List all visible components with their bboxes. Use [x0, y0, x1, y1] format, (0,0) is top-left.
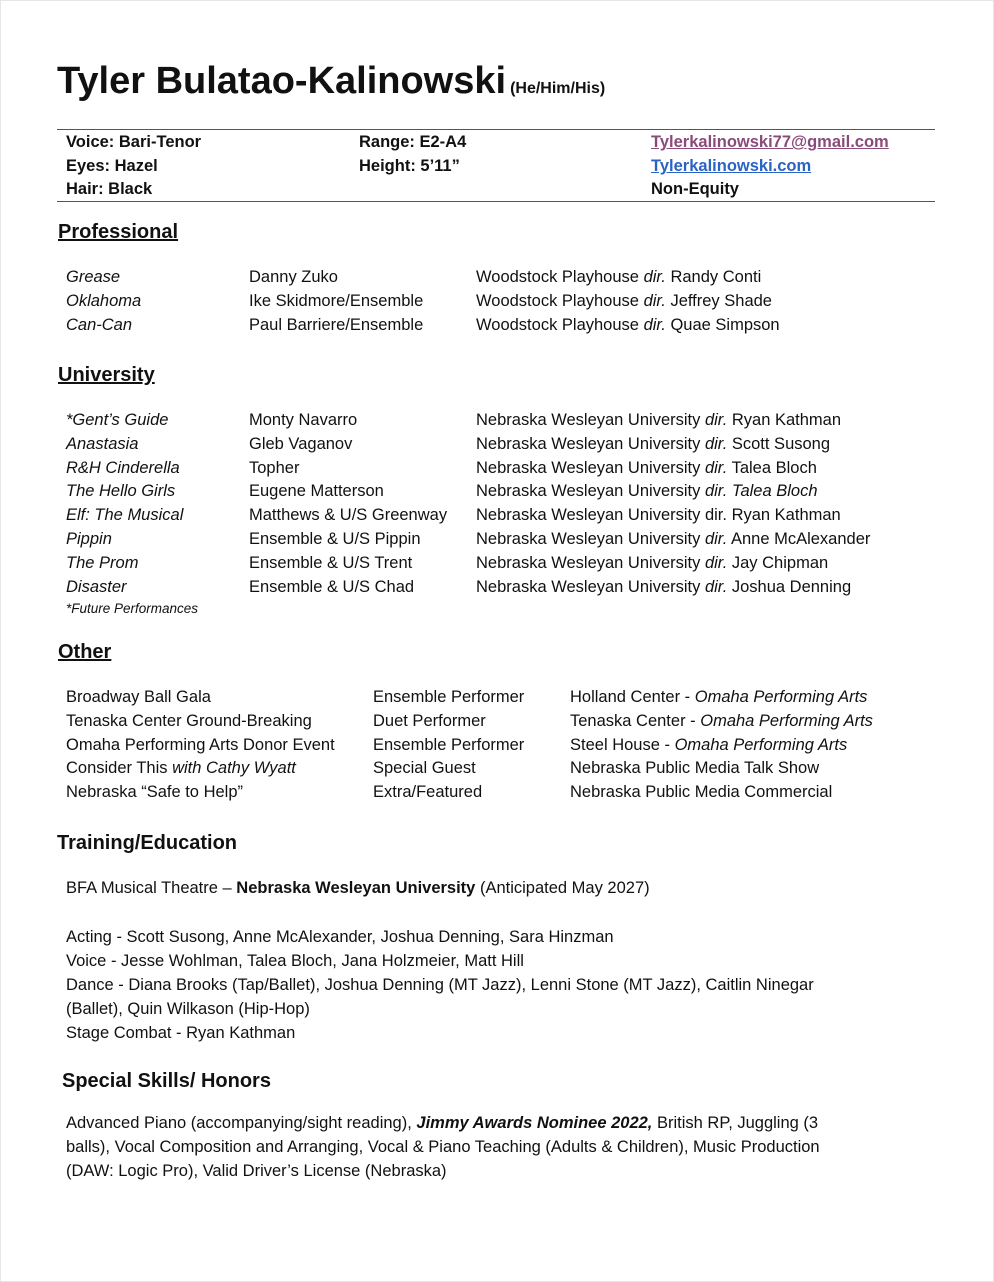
- degree-line: [66, 879, 650, 898]
- other-role: Duet Performer: [373, 711, 486, 730]
- other-event: [66, 736, 335, 755]
- other-venue: [570, 736, 847, 755]
- hair-color: Hair: Black: [66, 180, 153, 198]
- section-title-other: Other: [58, 641, 112, 663]
- credit-show: Oklahoma: [66, 291, 142, 310]
- other-event: [66, 688, 211, 707]
- other-role: Special Guest: [373, 759, 476, 778]
- combat-teachers: Stage Combat - Ryan Kathman: [66, 1024, 296, 1042]
- credit-venue: [476, 292, 772, 311]
- credit-venue: [476, 506, 841, 525]
- credit-venue: [476, 316, 780, 335]
- training-list: [66, 925, 866, 1045]
- director-name: Ryan Kathman: [731, 506, 841, 525]
- header-top-rule: [57, 129, 935, 130]
- skills-part1: Advanced Piano (accompanying/sight reading),: [66, 1114, 417, 1132]
- director-name: Scott Susong: [731, 434, 831, 453]
- director-name: Talea Bloch: [731, 482, 818, 501]
- credit-show: The Prom: [66, 553, 139, 572]
- credit-venue: [476, 411, 841, 430]
- credit-venue: [476, 554, 828, 573]
- event-name: Tenaska Center Ground-Breaking: [66, 711, 312, 730]
- other-role: Ensemble Performer: [373, 735, 525, 754]
- degree-school: Nebraska Wesleyan University: [236, 879, 476, 897]
- credit-role: Matthews & U/S Greenway: [249, 506, 448, 525]
- credit-show: R&H Cinderella: [66, 458, 180, 477]
- venue-name: Nebraska Wesleyan University: [476, 482, 701, 501]
- resume-name: [57, 60, 605, 103]
- venue-name: Tenaska Center -: [570, 711, 701, 730]
- credit-show: Anastasia: [66, 434, 139, 453]
- full-name: Tyler Bulatao-Kalinowski: [57, 60, 507, 102]
- section-title-professional: Professional: [58, 221, 179, 243]
- credit-role: Paul Barriere/Ensemble: [249, 315, 424, 334]
- dir-label: dir.: [643, 268, 666, 286]
- credit-role: Ensemble & U/S Pippin: [249, 530, 421, 548]
- dir-label: dir.: [643, 291, 666, 310]
- credit-show: Elf: The Musical: [66, 506, 184, 525]
- event-name: Broadway Ball Gala: [66, 688, 211, 706]
- venue-org: Omaha Performing Arts: [674, 735, 848, 754]
- header-bottom-rule: [57, 201, 935, 202]
- email-link[interactable]: Tylerkalinowski77@gmail.com: [651, 133, 889, 151]
- other-event: [66, 783, 243, 802]
- voice-teachers: Voice - Jesse Wohlman, Talea Bloch, Jana Holzmeier, Matt Hill: [66, 952, 524, 970]
- director-name: Talea Bloch: [731, 458, 817, 477]
- skills-paragraph: [66, 1111, 856, 1183]
- credit-venue: [476, 459, 817, 478]
- other-event: [66, 712, 312, 731]
- dir-label: dir.: [704, 530, 728, 548]
- section-title-skills: Special Skills/ Honors: [62, 1070, 271, 1092]
- eye-color: Eyes: Hazel: [66, 157, 158, 175]
- director-name: Ryan Kathman: [731, 411, 842, 429]
- venue-name: Nebraska Wesleyan University: [476, 553, 701, 572]
- dir-label: dir.: [704, 506, 727, 525]
- dir-label: dir.: [704, 553, 728, 572]
- degree-prefix: BFA Musical Theatre –: [66, 879, 237, 897]
- dir-label: dir.: [643, 315, 666, 334]
- director-name: Jay Chipman: [731, 553, 829, 572]
- section-title-university: University: [58, 364, 155, 386]
- credit-role: Danny Zuko: [249, 268, 338, 286]
- credit-role: Ensemble & U/S Chad: [249, 577, 415, 596]
- voice-type: Voice: Bari-Tenor: [66, 133, 202, 151]
- venue-name: Nebraska Public Media Talk Show: [570, 759, 820, 778]
- credit-venue: [476, 268, 761, 287]
- degree-suffix: (Anticipated May 2027): [475, 879, 650, 897]
- venue-name: Woodstock Playhouse: [476, 268, 639, 286]
- credit-show: *Gent’s Guide: [66, 411, 169, 429]
- director-name: Joshua Denning: [731, 577, 852, 596]
- other-role: Extra/Featured: [373, 783, 483, 802]
- other-venue: [570, 783, 832, 802]
- venue-name: Nebraska Wesleyan University: [476, 411, 701, 429]
- venue-name: Holland Center -: [570, 688, 695, 706]
- venue-org: Omaha Performing Arts: [694, 688, 868, 706]
- height: Height: 5’11”: [359, 157, 460, 175]
- other-role: Ensemble Performer: [373, 688, 525, 706]
- credit-show: Can-Can: [66, 315, 133, 334]
- credit-venue: [476, 482, 818, 501]
- credit-venue: [476, 435, 830, 454]
- credit-show: Grease: [66, 268, 121, 286]
- event-name: Omaha Performing Arts Donor Event: [66, 735, 335, 754]
- dir-label: dir.: [704, 411, 728, 429]
- venue-name: Steel House -: [570, 735, 675, 754]
- event-name: Nebraska “Safe to Help”: [66, 783, 243, 802]
- future-footnote: *Future Performances: [66, 601, 199, 616]
- venue-name: Nebraska Wesleyan University: [476, 458, 701, 477]
- venue-name: Woodstock Playhouse: [476, 291, 639, 310]
- venue-name: Woodstock Playhouse: [476, 315, 639, 334]
- dir-label: dir.: [704, 434, 728, 453]
- pronouns: (He/Him/His): [510, 80, 606, 97]
- other-venue: [570, 712, 873, 731]
- event-detail: with Cathy Wyatt: [172, 759, 296, 778]
- award-honor: Jimmy Awards Nominee 2022,: [416, 1114, 653, 1132]
- director-name: Jeffrey Shade: [670, 291, 772, 310]
- venue-org: Omaha Performing Arts: [700, 711, 873, 730]
- venue-name: Nebraska Wesleyan University: [476, 530, 701, 548]
- credit-role: Ike Skidmore/Ensemble: [249, 291, 424, 310]
- dir-label: dir.: [704, 482, 728, 501]
- other-venue: [570, 688, 867, 707]
- credit-role: Ensemble & U/S Trent: [249, 553, 413, 572]
- dance-teachers: Dance - Diana Brooks (Tap/Ballet), Joshua Denning (MT Jazz), Lenni Stone (MT Jazz), Caitlin Ninegar (Ballet), Quin Wilkason (Hip-Hop): [66, 976, 814, 1018]
- credit-role: Monty Navarro: [249, 411, 358, 429]
- other-venue: [570, 759, 819, 778]
- credit-show: The Hello Girls: [66, 482, 176, 501]
- skills-part2: British RP, Juggling (3 balls), Vocal Composition and Arranging, Vocal & Piano Teaching (Adults & Children), Music Production (DAW: Logic Pro), Valid Driver’s License (Nebraska): [66, 1114, 820, 1180]
- credit-show: Pippin: [66, 530, 112, 548]
- union-status: Non-Equity: [651, 180, 739, 198]
- credit-role: Eugene Matterson: [249, 482, 384, 501]
- website-link[interactable]: Tylerkalinowski.com: [651, 157, 812, 175]
- venue-name: Nebraska Public Media Commercial: [570, 783, 833, 802]
- venue-name: Nebraska Wesleyan University: [476, 577, 701, 596]
- director-name: Anne McAlexander: [730, 530, 871, 548]
- event-name: Consider This: [66, 759, 173, 778]
- credit-role: Gleb Vaganov: [249, 434, 353, 453]
- credit-show: Disaster: [66, 577, 127, 596]
- dir-label: dir.: [704, 577, 728, 596]
- venue-name: Nebraska Wesleyan University: [476, 434, 701, 453]
- credit-venue: [476, 578, 851, 597]
- section-title-training: Training/Education: [57, 832, 238, 854]
- vocal-range: Range: E2-A4: [359, 133, 467, 151]
- director-name: Quae Simpson: [670, 315, 780, 334]
- credit-role: Topher: [249, 458, 300, 477]
- director-name: Randy Conti: [670, 268, 762, 286]
- credit-venue: [476, 530, 870, 549]
- acting-teachers: Acting - Scott Susong, Anne McAlexander, Joshua Denning, Sara Hinzman: [66, 928, 614, 946]
- dir-label: dir.: [704, 458, 728, 477]
- other-event: [66, 759, 296, 778]
- venue-name: Nebraska Wesleyan University: [476, 506, 701, 525]
